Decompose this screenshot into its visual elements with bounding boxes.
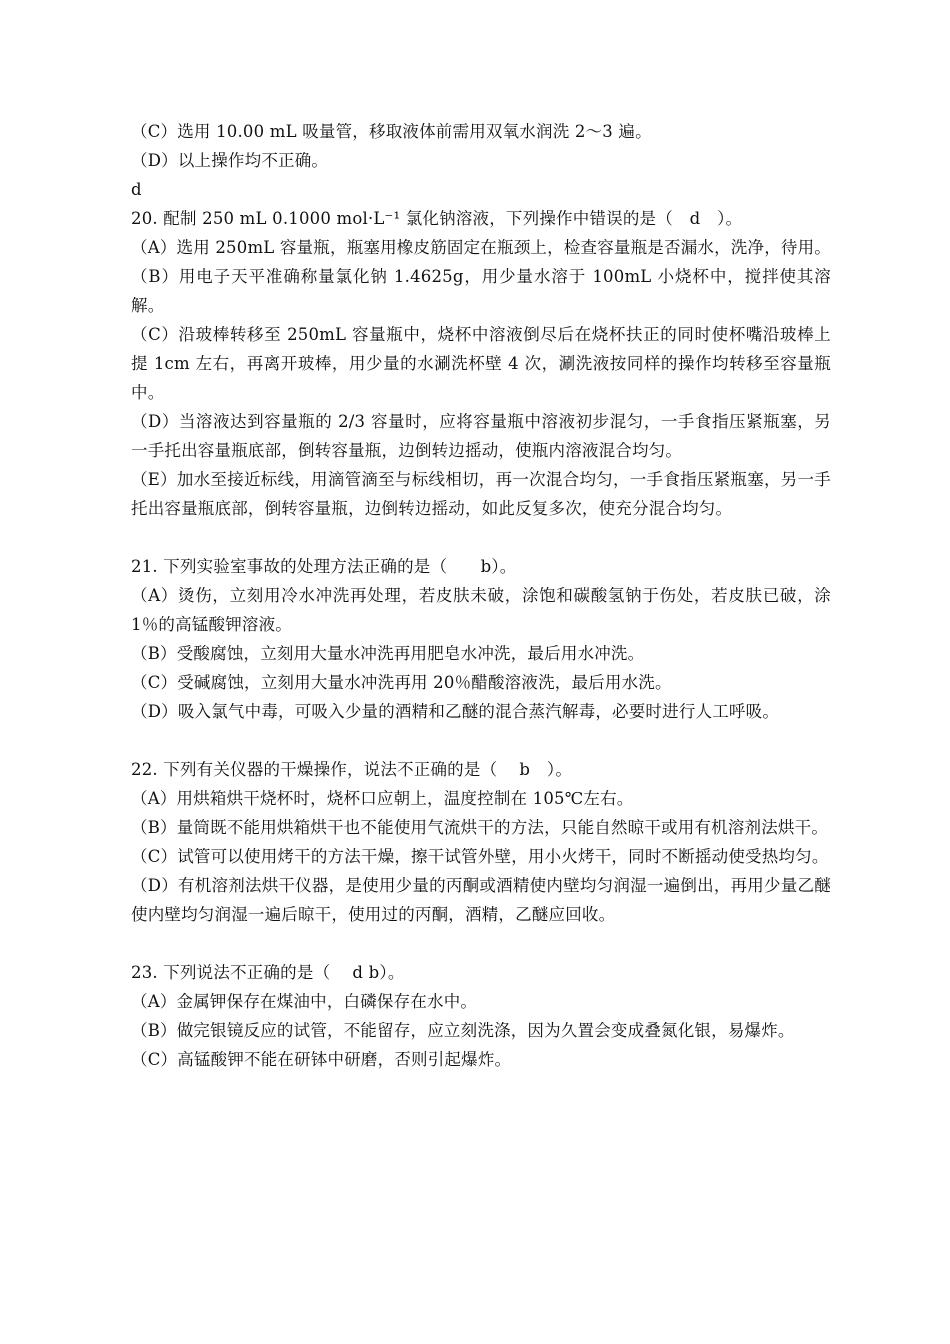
q21-option-b: （B）受酸腐蚀，立刻用大量水冲洗再用肥皂水冲洗，最后用水冲洗。: [131, 644, 645, 663]
q20-option-b: （B）用电子天平准确称量氯化钠 1.4625g，用少量水溶于 100mL 小烧杯中，搅拌使其溶解。: [131, 267, 831, 315]
q19-answer: d: [131, 180, 142, 199]
q22-option-c: （C）试管可以使用烤干的方法干燥，擦干试管外壁，用小火烤干，同时不断摇动使受热均匀。: [131, 847, 829, 866]
q19-option-d: （D）以上操作均不正确。: [131, 151, 329, 170]
paragraph-gap: [131, 929, 831, 958]
q20-option-d: （D）当溶液达到容量瓶的 2/3 容量时，应将容量瓶中溶液初步混匀，一手食指压紧瓶塞，另一手托出容量瓶底部，倒转容量瓶，边倒转边摇动，使瓶内溶液混合均匀。: [131, 412, 831, 460]
q21-option-a: （A）烫伤，立刻用冷水冲洗再处理，若皮肤未破，涂饱和碳酸氢钠于伤处，若皮肤已破，涂 1％的高锰酸钾溶液。: [131, 586, 831, 634]
q23-option-a: （A）金属钾保存在煤油中，白磷保存在水中。: [131, 992, 478, 1011]
q21-stem: 21. 下列实验室事故的处理方法正确的是（ b）。: [131, 557, 517, 576]
paragraph-gap: [131, 523, 831, 552]
document-body: [131, 117, 831, 1074]
q23-option-c: （C）高锰酸钾不能在研钵中研磨，否则引起爆炸。: [131, 1050, 512, 1069]
q23-stem: 23. 下列说法不正确的是（ d b）。: [131, 963, 405, 982]
q23-option-b: （B）做完银镜反应的试管，不能留存，应立刻洗涤，因为久置会变成叠氮化银，易爆炸。: [131, 1021, 795, 1040]
q20-option-e: （E）加水至接近标线，用滴管滴至与标线相切，再一次混合均匀，一手食指压紧瓶塞，另一手托出容量瓶底部，倒转容量瓶，边倒转边摇动，如此反复多次，使充分混合均匀。: [131, 470, 831, 518]
q22-option-d: （D）有机溶剂法烘干仪器，是使用少量的丙酮或酒精使内壁均匀润湿一遍倒出，再用少量乙醚使内壁均匀润湿一遍后晾干，使用过的丙酮，酒精，乙醚应回收。: [131, 876, 831, 924]
q21-option-c: （C）受碱腐蚀，立刻用大量水冲洗再用 20％醋酸溶液洗，最后用水洗。: [131, 673, 672, 692]
paragraph-gap: [131, 726, 831, 755]
q20-stem: 20. 配制 250 mL 0.1000 mol·L⁻¹ 氯化钠溶液，下列操作中错误的是（ d ）。: [131, 209, 743, 228]
q20-option-a: （A）选用 250mL 容量瓶，瓶塞用橡皮筋固定在瓶颈上，检查容量瓶是否漏水，洗净，待用。: [131, 238, 832, 257]
q22-option-b: （B）量筒既不能用烘箱烘干也不能使用气流烘干的方法，只能自然晾干或用有机溶剂法烘干。: [131, 818, 829, 837]
q22-stem: 22. 下列有关仪器的干燥操作，说法不正确的是（ b ）。: [131, 760, 573, 779]
q21-option-d: （D）吸入氯气中毒，可吸入少量的酒精和乙醚的混合蒸汽解毒，必要时进行人工呼吸。: [131, 702, 780, 721]
q22-option-a: （A）用烘箱烘干烧杯时，烧杯口应朝上，温度控制在 105℃左右。: [131, 789, 634, 808]
q19-option-c: （C）选用 10.00 mL 吸量管，移取液体前需用双氧水润洗 2～3 遍。: [131, 122, 652, 141]
q20-option-c: （C）沿玻棒转移至 250mL 容量瓶中，烧杯中溶液倒尽后在烧杯扶正的同时使杯嘴沿玻棒上提 1cm 左右，再离开玻棒，用少量的水涮洗杯壁 4 次，涮洗液按同样的操作均转移至容量瓶中。: [131, 325, 831, 402]
